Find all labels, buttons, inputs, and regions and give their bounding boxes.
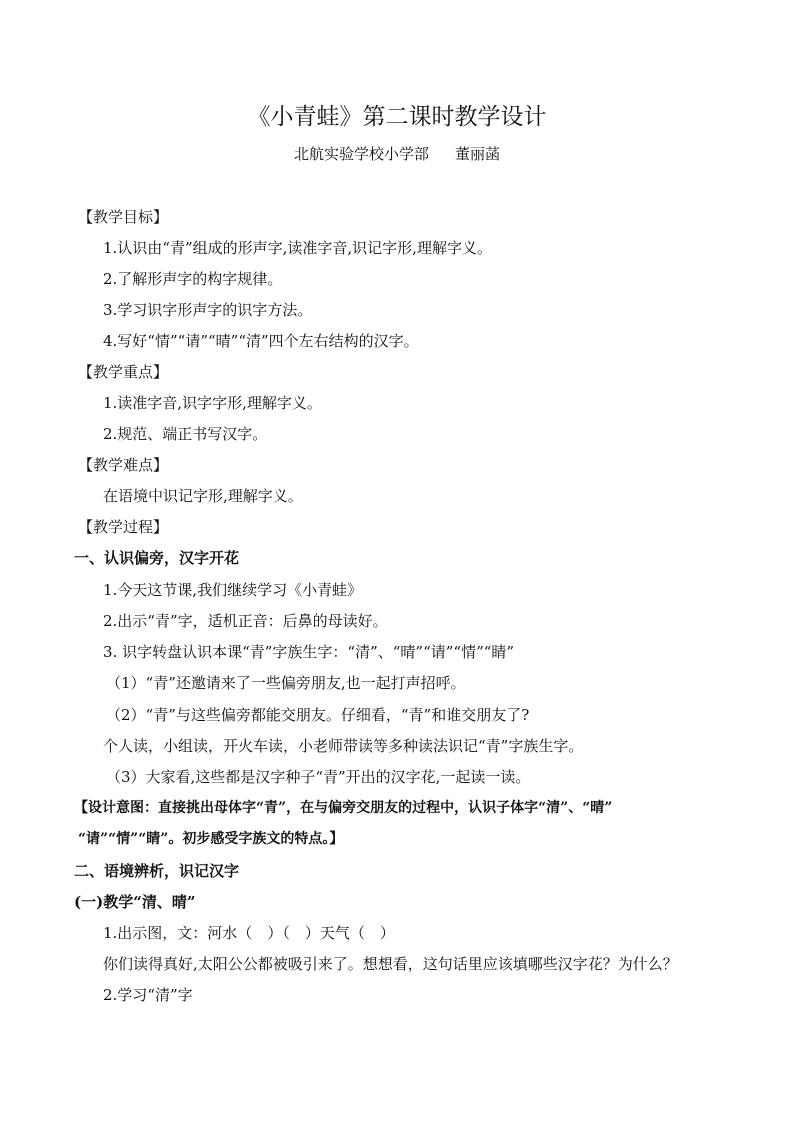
- objective-item: 2.了解形声字的构字规律。: [103, 270, 283, 288]
- section1-line: 3. 识字转盘认识本课“青”字族生字：“清”、“晴”“请”“情”“睛”: [103, 643, 515, 661]
- key-point-item: 1.读准字音,识字字形,理解字义。: [103, 394, 322, 412]
- section1-line: 2.出示“青”字，适机正音：后鼻的母读好。: [103, 612, 388, 630]
- section1-line: 个人读，小组读，开火车读，小老师带读等多种读法识记“青”字族生字。: [103, 737, 584, 755]
- section2-line: 2.学习“清”字: [103, 986, 193, 1004]
- objectives-heading: 【教学目标】: [78, 208, 169, 226]
- objective-item: 1.认识由“青”组成的形声字,读准字音,识记字形,理解字义。: [103, 239, 492, 257]
- key-point-item: 2.规范、端正书写汉字。: [103, 425, 268, 443]
- page-title: 《小青蛙》第二课时教学设计: [247, 104, 547, 130]
- objective-item: 3.学习识字形声字的识字方法。: [103, 301, 313, 319]
- difficulty-item: 在语境中识记字形,理解字义。: [103, 487, 303, 505]
- section1-line: （2）“青”与这些偏旁都能交朋友。仔细看，“青”和谁交朋友了?: [106, 706, 530, 724]
- objective-item: 4.写好“情”“请”“晴”“清”四个左右结构的汉字。: [103, 332, 419, 350]
- section2-subheading: (一)教学“清、晴”: [74, 893, 196, 911]
- section2-line: 你们读得真好,太阳公公都被吸引来了。想想看，这句话里应该填哪些汉字花？为什么？: [103, 955, 678, 973]
- section2-heading: 二、语境辨析，识记汉字: [74, 862, 240, 880]
- design-note: 【设计意图：直接挑出母体字“青”，在与偏旁交朋友的过程中，认识子体字“清”、“晴”: [74, 800, 613, 816]
- section1-line: 1.今天这节课,我们继续学习《小青蛙》: [103, 581, 363, 599]
- section1-heading: 一、认识偏旁，汉字开花: [74, 549, 240, 567]
- section1-line: （1）“青”还邀请来了一些偏旁朋友,也一起打声招呼。: [106, 674, 466, 692]
- author-name: 董丽菡: [455, 145, 501, 163]
- process-heading: 【教学过程】: [78, 518, 169, 536]
- difficulties-heading: 【教学难点】: [78, 456, 169, 474]
- section2-line: 1.出示图，文：河水（ ）（ ）天气（ ）: [103, 924, 395, 942]
- design-note: “请”“情”“睛”。初步感受字族文的特点。】: [78, 831, 344, 847]
- author-line: [0, 144, 794, 164]
- author-school: 北航实验学校小学部: [293, 145, 429, 163]
- section1-line: （3）大家看,这些都是汉字种子“青”开出的汉字花,一起读一读。: [106, 768, 531, 786]
- key-points-heading: 【教学重点】: [78, 363, 169, 381]
